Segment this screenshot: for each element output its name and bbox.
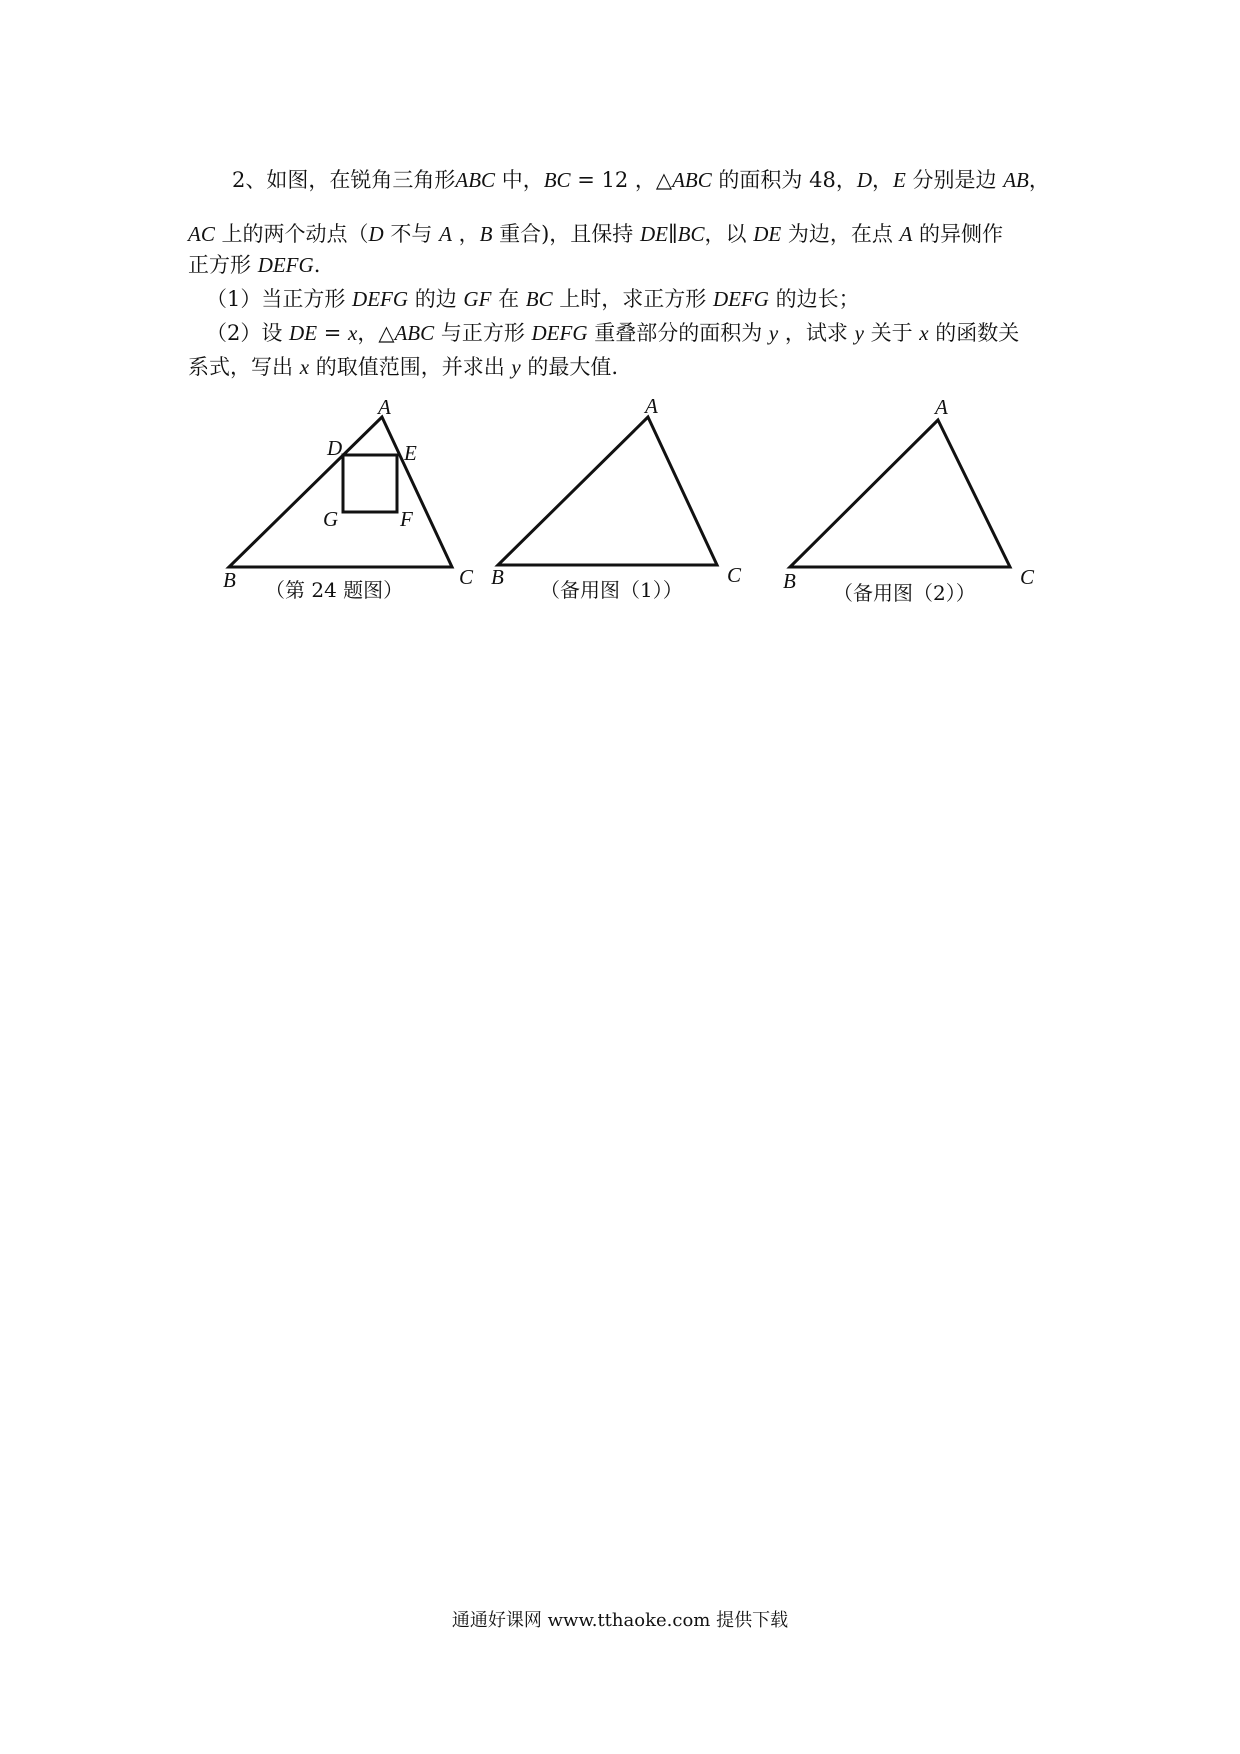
figure-main [223,395,474,602]
math-var: AC [188,222,215,246]
question-1 [206,285,860,313]
text: 2、如图，在锐角三角形 [232,168,456,192]
math-var: BC [525,287,553,311]
figure-backup-2 [783,395,1035,605]
figure-caption: （备用图（1）） [540,578,683,602]
text: 的最大值. [520,355,619,379]
text: 系式，写出 [188,355,300,379]
question-2-line-1 [206,319,1019,347]
text: ， [872,168,893,192]
text: 的边长； [768,287,860,311]
math-var: x [299,355,310,379]
math-var: x [348,321,358,345]
math-var: BC [543,168,571,192]
math-var: DE [289,321,318,345]
text: 为边，在点 [781,222,900,246]
text: 上的两个动点（ [214,222,369,246]
text: 的边 [408,287,464,311]
text: 的异侧作 [912,222,1004,246]
label-a: A [645,394,658,418]
label-b: B [783,569,796,593]
label-b: B [223,568,236,592]
math-var: BC [677,222,705,246]
math-var: DEFG [257,253,314,277]
figure-caption: （第 24 题图） [265,578,404,602]
math-var: B [479,222,493,246]
math-var: DEFG [352,287,409,311]
text: 关于 [863,321,920,345]
math-var: A [439,222,452,246]
square-defg [343,455,397,512]
problem-line-2 [188,220,1003,248]
math-var: D [368,222,384,246]
text: （2）设 [206,321,290,345]
text: ， [1028,168,1050,192]
text: ，试求 [778,321,855,345]
text: 在 [491,287,526,311]
triangle-abc [790,420,1010,567]
figure-caption: （备用图（2）） [833,581,976,605]
text: . [313,253,321,277]
text: = 12 ，△ [570,168,673,192]
math-var: ABC [455,168,496,192]
text: 不与 [383,222,440,246]
triangle-abc [498,417,717,565]
label-b: B [491,565,504,589]
figure-backup-1 [491,394,742,602]
math-var: ABC [672,168,712,192]
text: 的面积为 48， [711,168,857,192]
figures-svg [215,395,1055,615]
question-2-line-2 [188,353,618,381]
label-c: C [459,565,474,589]
text: ，以 [704,222,754,246]
label-g: G [323,507,339,531]
math-var: DE [639,222,668,246]
text: = [317,321,348,345]
math-var: x [919,321,929,345]
math-var: y [854,321,864,345]
math-var: D [856,168,872,192]
text: （1）当正方形 [206,287,353,311]
math-var: A [899,222,913,246]
math-var: y [768,321,779,345]
math-var: y [511,355,521,379]
math-var: GF [463,287,492,311]
text: ， [451,222,480,246]
math-var: DEFG [712,287,769,311]
text: ∥ [667,222,678,246]
label-a: A [378,395,391,419]
problem-line-3 [188,251,320,279]
math-var: DE [753,222,782,246]
math-var: DEFG [531,321,588,345]
problem-line-1 [232,166,1050,194]
text: ，△ [357,321,395,345]
label-a: A [935,395,948,419]
figures-row [215,395,1055,615]
math-var: AB [1003,168,1029,192]
label-c: C [1020,565,1035,589]
text: 上时，求正方形 [552,287,713,311]
label-f: F [400,507,413,531]
text: 正方形 [188,253,258,277]
text: 的函数关 [928,321,1020,345]
math-var: ABC [394,321,435,345]
text: 分别是边 [905,168,1004,192]
label-e: E [404,441,417,465]
label-c: C [727,563,742,587]
text: 重叠部分的面积为 [587,321,769,345]
page-footer: 通通好课网 www.tthaoke.com 提供下载 [451,1610,789,1631]
text: 的取值范围，并求出 [309,355,512,379]
text: 重合)，且保持 [492,222,640,246]
text: 与正方形 [434,321,532,345]
math-var: E [893,168,906,192]
text: 中， [495,168,544,192]
label-d: D [327,436,343,460]
